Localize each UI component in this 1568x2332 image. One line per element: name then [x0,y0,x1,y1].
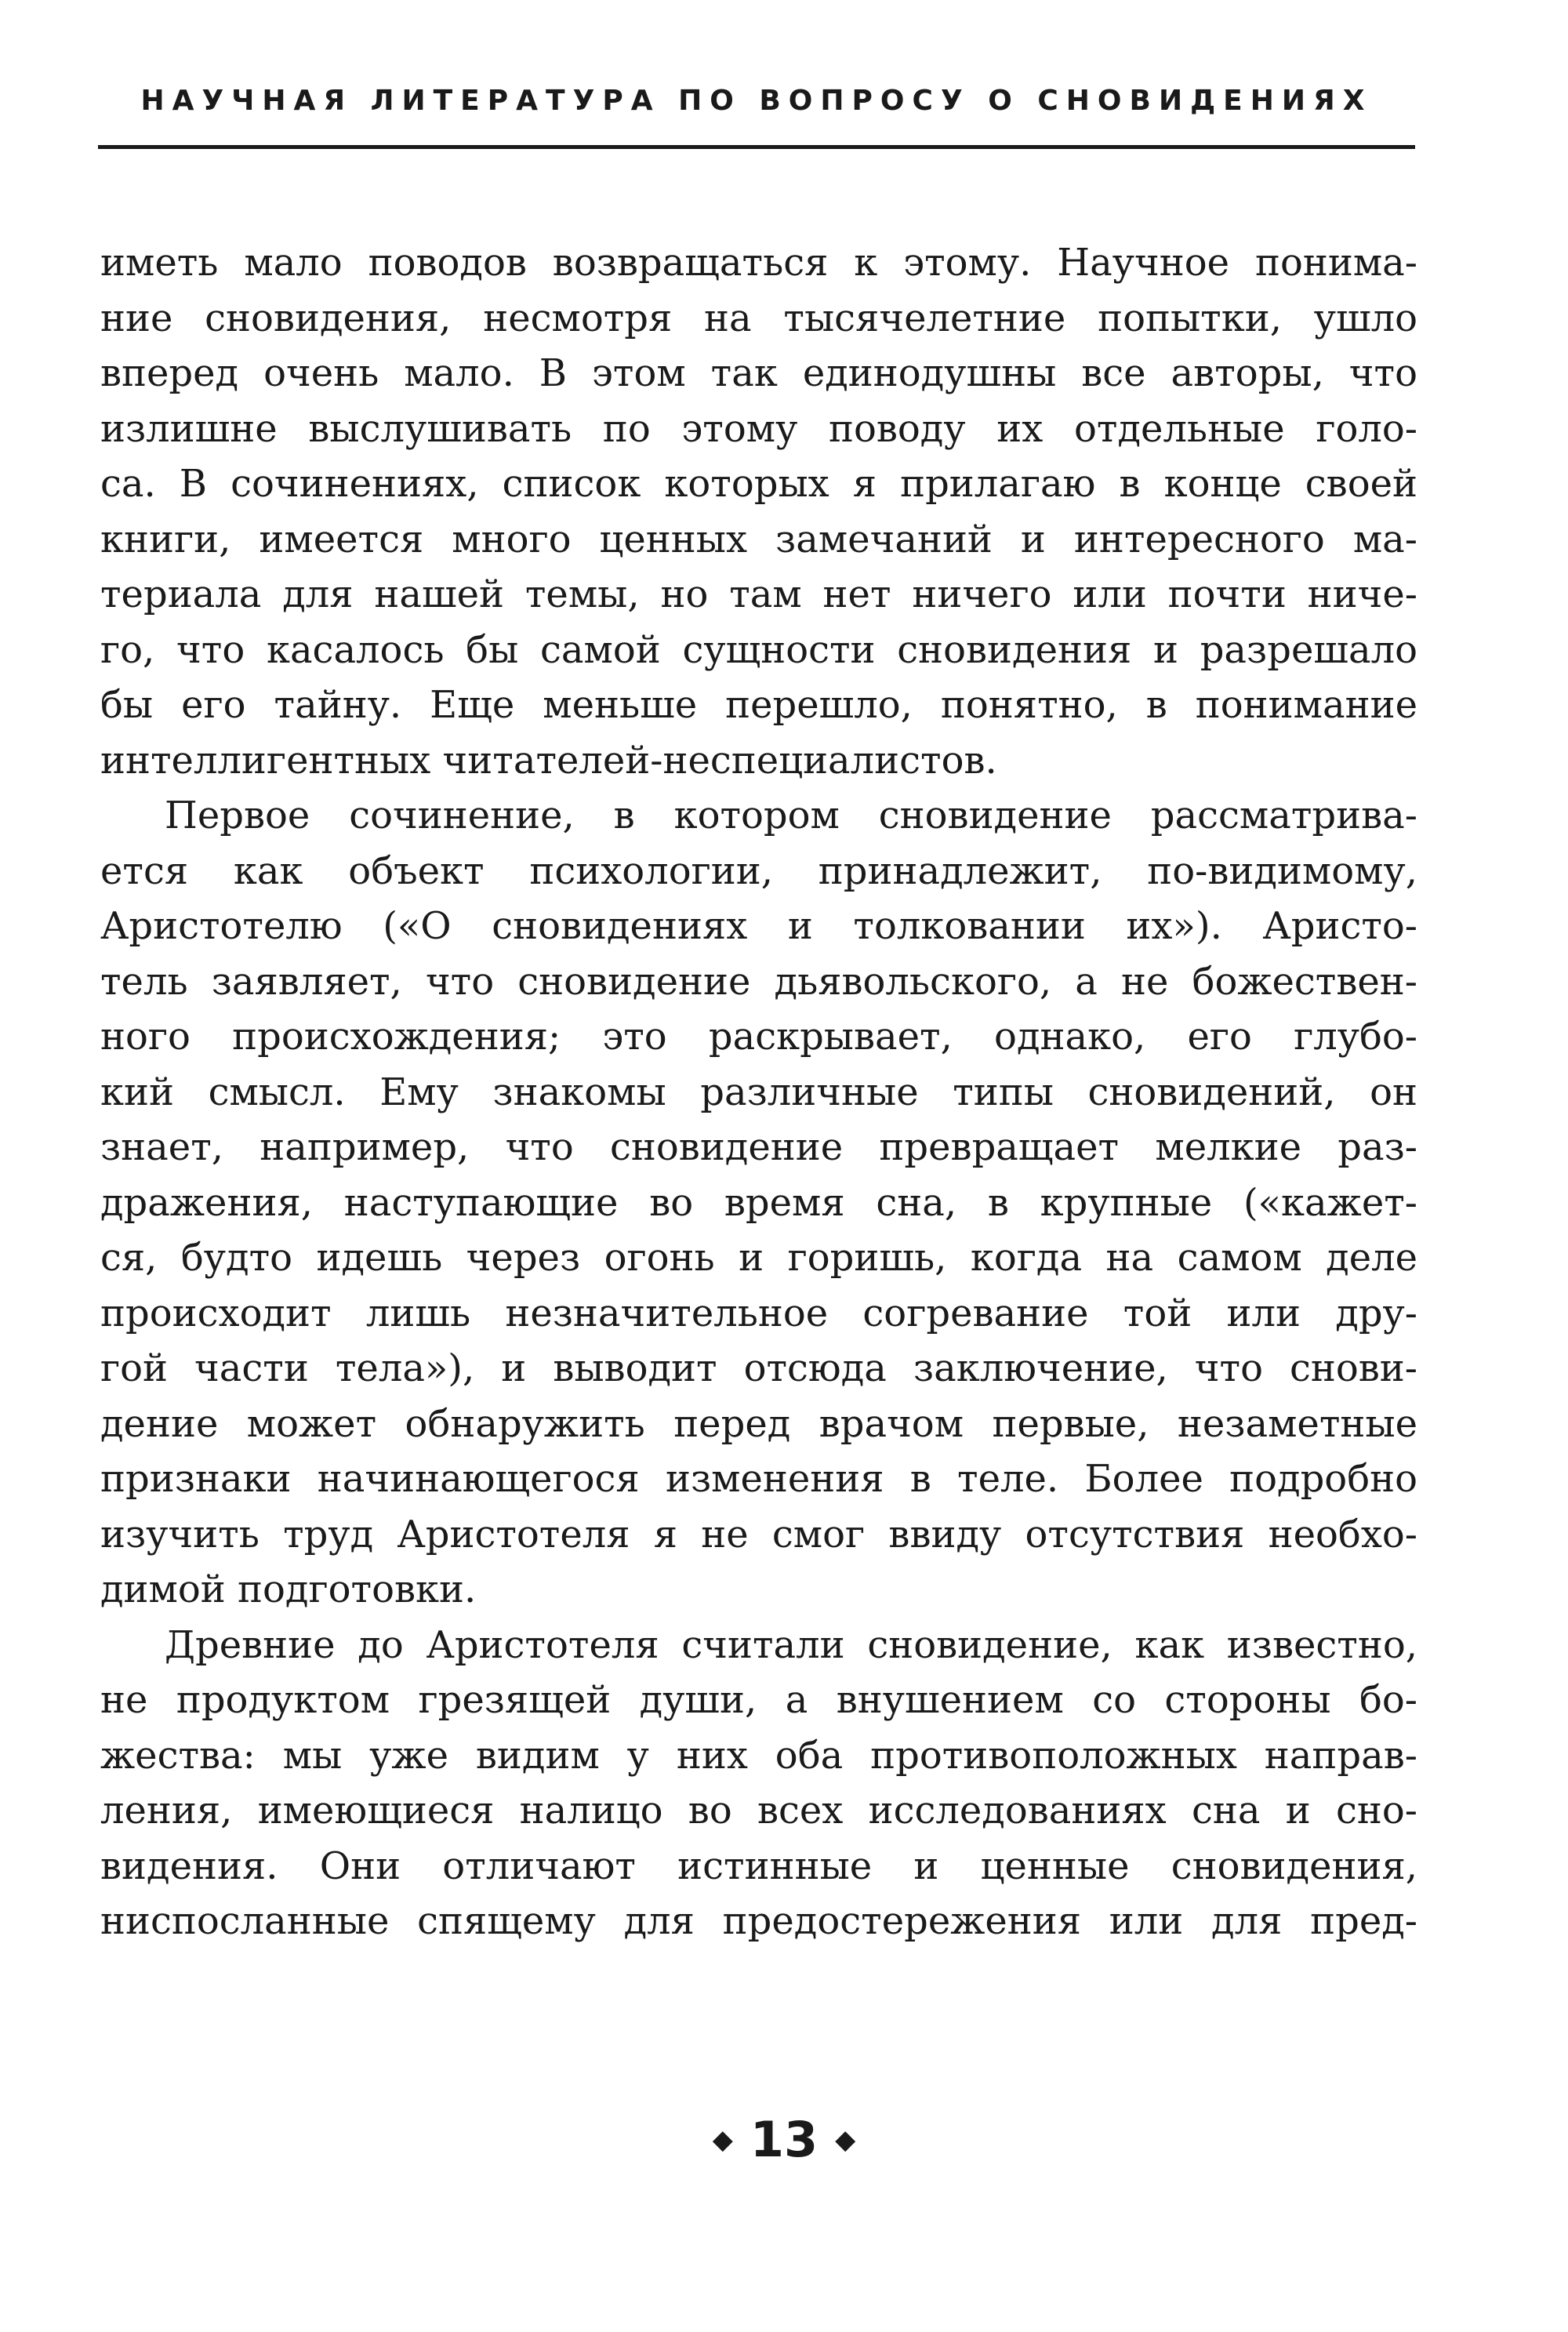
text-line: Первое сочинение, в котором сновидение рассматрива- [165,794,1417,837]
page-number [0,2111,1568,2168]
page-number-value: 13 [750,2111,818,2168]
text-line: ления, имеющиеся налицо во всех исследованиях сна и сно- [100,1789,1417,1833]
text-line: интеллигентных читателей-неспециалистов. [100,738,997,783]
text-line: дражения, наступающие во время сна, в крупные («кажет- [100,1180,1417,1225]
diamond-ornament-icon: ◆ [712,2123,733,2156]
text-line: териала для нашей темы, но там нет ничего или почти ниче- [100,572,1417,616]
text-line: тель заявляет, что сновидение дьявольского, а не божествен- [100,959,1417,1004]
text-line: ние сновидения, несмотря на тысячелетние попытки, ушло [100,296,1417,340]
text-line: ется как объект психологии, принадлежит, по-видимому, [100,848,1417,893]
text-line: признаки начинающегося изменения в теле. Более подробно [100,1457,1417,1501]
text-line: са. В сочинениях, список которых я прилагаю в конце своей [100,462,1417,506]
text-line: ного происхождения; это раскрывает, однако, его глубо- [100,1015,1417,1059]
text-line: ниспосланные спящему для предостережения или для пред- [100,1899,1417,1943]
text-line: димой подготовки. [100,1567,477,1611]
text-line: Древние до Аристотеля считали сновидение, как известно, [165,1622,1417,1667]
text-line: кий смысл. Ему знакомы различные типы сновидений, он [100,1070,1417,1114]
text-line: знает, например, что сновидение превращает мелкие раз- [100,1125,1417,1169]
text-line: не продуктом грезящей души, а внушением со стороны бо- [100,1678,1417,1722]
header-rule [98,145,1415,149]
text-line: происходит лишь незначительное согревание той или дру- [100,1291,1417,1335]
text-line: вперед очень мало. В этом так единодушны все авторы, что [100,351,1417,395]
text-line: гой части тела»), и выводит отсюда заключение, что снови- [100,1346,1417,1390]
text-line: изучить труд Аристотеля я не смог ввиду отсутствия необхо- [100,1512,1417,1556]
text-line: иметь мало поводов возвращаться к этому. Научное понима- [100,241,1417,285]
text-line: Аристотелю («О сновидениях и толковании их»). Аристо- [100,904,1417,948]
text-line: ся, будто идешь через огонь и горишь, когда на самом деле [100,1236,1417,1280]
text-line: излишне выслушивать по этому поводу их отдельные голо- [100,406,1417,451]
text-line: дение может обнаружить перед врачом первые, незаметные [100,1401,1417,1446]
text-line: бы его тайну. Еще меньше перешло, понятно, в понимание [100,683,1417,727]
running-head: НАУЧНАЯ ЛИТЕРАТУРА ПО ВОПРОСУ О СНОВИДЕНИЯХ [140,85,1373,117]
text-line: го, что касалось бы самой сущности сновидения и разрешало [100,627,1417,672]
text-line: видения. Они отличают истинные и ценные сновидения, [100,1843,1417,1888]
text-line: книги, имеется много ценных замечаний и интересного ма- [100,517,1417,561]
diamond-ornament-icon: ◆ [835,2123,856,2156]
text-line: жества: мы уже видим у них оба противоположных направ- [100,1733,1417,1778]
body-text [100,235,1417,1949]
